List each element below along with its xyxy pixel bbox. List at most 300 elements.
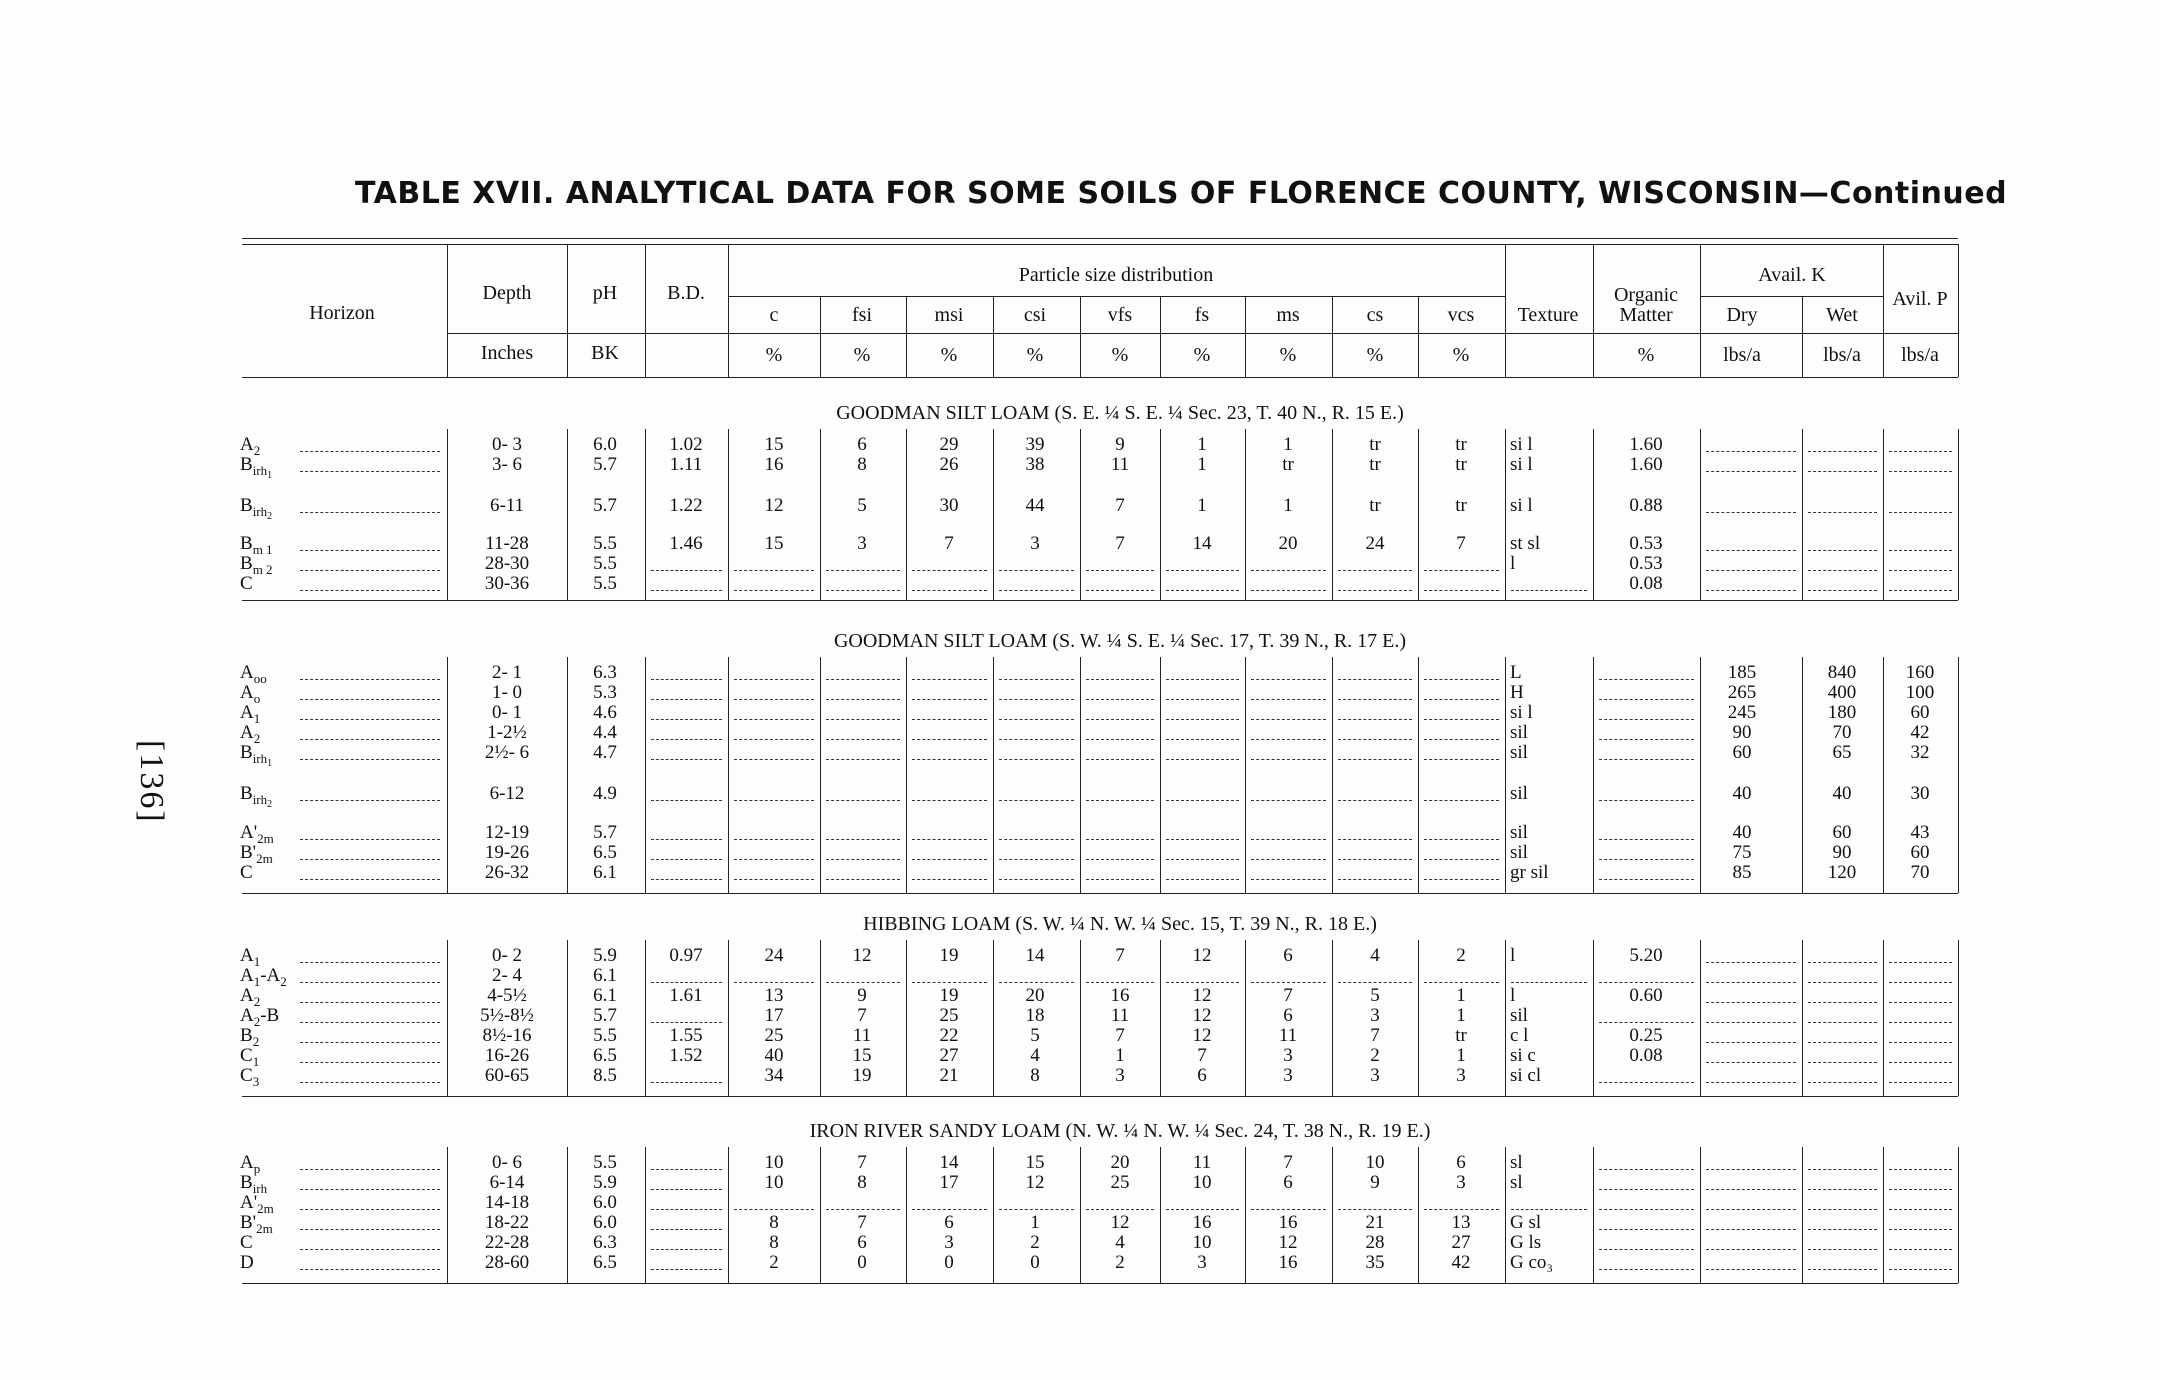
psd-cell: 14: [1025, 945, 1045, 966]
depth-cell: 14-18: [484, 1192, 530, 1213]
ph-cell: 5.9: [593, 945, 617, 966]
om-blank: [1599, 1189, 1694, 1190]
wet-cell: 40: [1832, 783, 1852, 804]
body-col-divider: [728, 940, 729, 1096]
psd-cell: 16: [1278, 1252, 1298, 1273]
psd-blank: [734, 800, 814, 801]
horizon-leader: [300, 1169, 440, 1170]
psd-blank: [999, 739, 1074, 740]
psd-cell: 12: [1192, 985, 1212, 1006]
om-cell: 0.08: [1629, 573, 1663, 594]
horizon-leader: [300, 451, 440, 452]
ph-cell: 5.7: [593, 1005, 617, 1026]
psd-cell: 3: [944, 1232, 954, 1253]
psd-blank: [1166, 699, 1239, 700]
wet-blank: [1808, 1229, 1877, 1230]
texture-cell: sil: [1510, 842, 1528, 863]
body-col-divider: [820, 940, 821, 1096]
p-blank: [1889, 1169, 1952, 1170]
bd-blank: [651, 800, 722, 801]
bd-blank: [651, 1169, 722, 1170]
bd-cell: 1.11: [669, 454, 703, 475]
header-psd-unit: %: [765, 344, 783, 366]
wet-blank: [1808, 1249, 1877, 1250]
depth-cell: 2- 4: [491, 965, 523, 986]
header-psd-unit: %: [1111, 344, 1129, 366]
texture-cell: si l: [1510, 454, 1533, 475]
psd-blank: [1424, 800, 1499, 801]
body-col-divider: [447, 429, 448, 600]
bd-blank: [651, 679, 722, 680]
dry-blank: [1706, 471, 1796, 472]
depth-cell: 2½- 6: [484, 742, 530, 763]
psd-cell: 4: [1115, 1232, 1125, 1253]
psd-cell: 17: [939, 1172, 959, 1193]
psd-cell: 24: [1365, 533, 1385, 554]
psd-blank: [1086, 570, 1154, 571]
depth-cell: 60-65: [484, 1065, 530, 1086]
psd-blank: [826, 739, 900, 740]
psd-cell: 3: [1197, 1252, 1207, 1273]
horizon-leader: [300, 471, 440, 472]
dry-blank: [1706, 1169, 1796, 1170]
bd-blank: [651, 1229, 722, 1230]
header-psd-col: vcs: [1447, 304, 1475, 326]
ph-cell: 5.7: [593, 454, 617, 475]
psd-blank: [1251, 590, 1326, 591]
om-blank: [1599, 1209, 1694, 1210]
body-col-divider: [1505, 429, 1506, 600]
wet-blank: [1808, 471, 1877, 472]
horizon-label: $A_2$: [240, 722, 261, 746]
psd-blank: [912, 679, 987, 680]
horizon-label: C: [240, 573, 253, 594]
bd-blank: [651, 839, 722, 840]
header-psd-col: fs: [1194, 304, 1210, 326]
p-cell: 60: [1910, 702, 1930, 723]
header-dry-unit: lbs/a: [1723, 344, 1761, 366]
body-col-divider: [1418, 429, 1419, 600]
psd-blank: [1338, 739, 1412, 740]
psd-cell: 39: [1025, 434, 1045, 455]
psd-blank: [1086, 839, 1154, 840]
psd-blank: [1251, 982, 1326, 983]
wet-blank: [1808, 550, 1877, 551]
header-psd-unit: %: [1026, 344, 1044, 366]
psd-cell: 3: [1456, 1172, 1466, 1193]
psd-cell: 1: [1197, 434, 1207, 455]
psd-cell: 1: [1197, 495, 1207, 516]
psd-blank: [734, 879, 814, 880]
psd-cell: 24: [764, 945, 784, 966]
psd-cell: 16: [1278, 1212, 1298, 1233]
texture-cell: H: [1510, 682, 1524, 703]
psd-cell: 13: [764, 985, 784, 1006]
horizon-label: $A_2$: [240, 434, 261, 458]
header-col-divider: [1700, 244, 1701, 377]
body-col-divider: [1160, 1147, 1161, 1283]
psd-blank: [826, 859, 900, 860]
psd-blank: [912, 719, 987, 720]
om-blank: [1599, 800, 1694, 801]
psd-cell: 3: [1456, 1065, 1466, 1086]
psd-cell: 2: [1456, 945, 1466, 966]
texture-cell: l: [1510, 945, 1516, 966]
texture-cell: l: [1510, 985, 1516, 1006]
header-p-unit: lbs/a: [1901, 344, 1939, 366]
bd-cell: 1.22: [669, 495, 703, 516]
section-title: GOODMAN SILT LOAM (S. E. ¼ S. E. ¼ Sec. 23, T. 40 N., R. 15 E.): [836, 402, 1404, 424]
texture-cell: G sl: [1510, 1212, 1542, 1233]
psd-cell: 7: [1115, 495, 1125, 516]
depth-cell: 0- 3: [491, 434, 523, 455]
bd-blank: [651, 879, 722, 880]
om-cell: 0.88: [1629, 495, 1663, 516]
header-dry: Dry: [1726, 304, 1758, 326]
dry-blank: [1706, 512, 1796, 513]
psd-blank: [1086, 590, 1154, 591]
body-col-divider: [820, 657, 821, 893]
om-blank: [1599, 1229, 1694, 1230]
psd-cell: 11: [1192, 1152, 1212, 1173]
depth-cell: 19-26: [484, 842, 530, 863]
header-col-divider: [1505, 244, 1506, 377]
ph-cell: 5.5: [593, 533, 617, 554]
depth-cell: 18-22: [484, 1212, 530, 1233]
p-blank: [1889, 1229, 1952, 1230]
bd-blank: [651, 859, 722, 860]
wet-blank: [1808, 1042, 1877, 1043]
body-col-divider: [1505, 657, 1506, 893]
header-ph: pH: [592, 282, 618, 304]
ph-cell: 5.9: [593, 1172, 617, 1193]
p-blank: [1889, 512, 1952, 513]
psd-blank: [1251, 800, 1326, 801]
p-blank: [1889, 550, 1952, 551]
bd-blank: [651, 1249, 722, 1250]
dry-cell: 85: [1732, 862, 1752, 883]
wet-cell: 840: [1827, 662, 1857, 683]
dry-blank: [1706, 1022, 1796, 1023]
psd-cell: tr: [1282, 454, 1294, 475]
header-psd-col: ms: [1276, 304, 1300, 326]
table-title: TABLE XVII. ANALYTICAL DATA FOR SOME SOILS OF FLORENCE COUNTY, WISCONSIN—Continued: [355, 176, 2008, 211]
om-blank: [1599, 759, 1694, 760]
om-cell: 5.20: [1629, 945, 1663, 966]
psd-cell: 12: [764, 495, 784, 516]
ph-cell: 6.1: [593, 965, 617, 986]
dry-cell: 90: [1732, 722, 1752, 743]
body-col-divider: [1080, 940, 1081, 1096]
psd-cell: 35: [1365, 1252, 1385, 1273]
body-col-divider: [645, 1147, 646, 1283]
psd-blank: [1338, 800, 1412, 801]
header-psd-unit: %: [940, 344, 958, 366]
psd-cell: 11: [1110, 454, 1130, 475]
psd-cell: tr: [1455, 495, 1467, 516]
body-col-divider: [1593, 657, 1594, 893]
psd-cell: 7: [1115, 945, 1125, 966]
depth-cell: 6-11: [489, 495, 525, 516]
dry-blank: [1706, 1189, 1796, 1190]
texture-cell: l: [1510, 553, 1516, 574]
psd-cell: 40: [764, 1045, 784, 1066]
header-psd-unit: %: [1279, 344, 1297, 366]
horizon-leader: [300, 590, 440, 591]
header-om-unit: %: [1637, 344, 1655, 366]
psd-cell: 6: [857, 1232, 867, 1253]
psd-cell: 16: [764, 454, 784, 475]
body-col-divider: [1802, 940, 1803, 1096]
p-blank: [1889, 1022, 1952, 1023]
section-bottom-rule: [242, 1283, 1958, 1284]
body-col-divider: [1958, 429, 1959, 600]
psd-blank: [999, 679, 1074, 680]
wet-blank: [1808, 1022, 1877, 1023]
psd-cell: 27: [1451, 1232, 1471, 1253]
horizon-label: $A_1-A_2$: [240, 965, 287, 989]
psd-cell: 12: [1110, 1212, 1130, 1233]
header-col-divider: [1332, 296, 1333, 377]
body-col-divider: [567, 940, 568, 1096]
wet-blank: [1808, 451, 1877, 452]
psd-cell: 34: [764, 1065, 784, 1086]
psd-cell: 15: [1025, 1152, 1045, 1173]
psd-cell: 10: [1365, 1152, 1385, 1173]
psd-blank: [1086, 859, 1154, 860]
psd-cell: 5: [857, 495, 867, 516]
horizon-label: $B_{irh2}$: [240, 783, 273, 810]
section-title: HIBBING LOAM (S. W. ¼ N. W. ¼ Sec. 15, T. 39 N., R. 18 E.): [863, 913, 1377, 935]
dry-blank: [1706, 1269, 1796, 1270]
texture-cell: c l: [1510, 1025, 1529, 1046]
psd-blank: [826, 759, 900, 760]
header-rule-top: [242, 238, 1958, 239]
ph-cell: 4.7: [593, 742, 617, 763]
psd-blank: [1166, 859, 1239, 860]
body-col-divider: [906, 940, 907, 1096]
header-col-divider: [728, 244, 729, 377]
body-col-divider: [993, 657, 994, 893]
ph-cell: 6.5: [593, 1045, 617, 1066]
psd-cell: 17: [764, 1005, 784, 1026]
psd-blank: [912, 739, 987, 740]
wet-blank: [1808, 590, 1877, 591]
psd-blank: [734, 759, 814, 760]
p-blank: [1889, 471, 1952, 472]
dry-blank: [1706, 982, 1796, 983]
horizon-leader: [300, 1249, 440, 1250]
body-col-divider: [1958, 940, 1959, 1096]
wet-cell: 60: [1832, 822, 1852, 843]
header-col-divider: [993, 296, 994, 377]
dry-blank: [1706, 550, 1796, 551]
psd-cell: 3: [1283, 1045, 1293, 1066]
psd-blank: [826, 590, 900, 591]
header-col-divider: [1802, 296, 1803, 377]
horizon-leader: [300, 699, 440, 700]
dry-blank: [1706, 1209, 1796, 1210]
header-psd-col: fsi: [852, 304, 872, 326]
psd-blank: [1166, 679, 1239, 680]
psd-cell: 8: [857, 454, 867, 475]
psd-cell: 20: [1110, 1152, 1130, 1173]
body-col-divider: [645, 429, 646, 600]
psd-cell: tr: [1455, 1025, 1467, 1046]
texture-cell: si l: [1510, 702, 1533, 723]
header-col-divider: [567, 244, 568, 377]
psd-cell: 1: [1283, 434, 1293, 455]
psd-cell: 20: [1025, 985, 1045, 1006]
page-number: [136]: [133, 740, 170, 824]
om-cell: 0.60: [1629, 985, 1663, 1006]
ph-cell: 6.1: [593, 862, 617, 883]
psd-cell: 7: [1370, 1025, 1380, 1046]
psd-cell: 28: [1365, 1232, 1385, 1253]
psd-cell: 10: [764, 1152, 784, 1173]
wet-blank: [1808, 982, 1877, 983]
bd-cell: 1.46: [669, 533, 703, 554]
horizon-leader: [300, 982, 440, 983]
unit-rule: [447, 333, 1958, 334]
horizon-leader: [300, 1002, 440, 1003]
horizon-leader: [300, 512, 440, 513]
p-cell: 32: [1910, 742, 1930, 763]
body-col-divider: [645, 940, 646, 1096]
header-psd-col: msi: [934, 304, 964, 326]
horizon-leader: [300, 1269, 440, 1270]
psd-cell: 7: [1115, 1025, 1125, 1046]
section-bottom-rule: [242, 1096, 1958, 1097]
texture-cell: G ls: [1510, 1232, 1542, 1253]
psd-cell: 16: [1110, 985, 1130, 1006]
ph-cell: 5.5: [593, 573, 617, 594]
header-col-divider: [906, 296, 907, 377]
horizon-label: D: [240, 1252, 254, 1273]
dry-blank: [1706, 1249, 1796, 1250]
depth-cell: 28-60: [484, 1252, 530, 1273]
dry-cell: 75: [1732, 842, 1752, 863]
psd-cell: 0: [1030, 1252, 1040, 1273]
body-col-divider: [1245, 429, 1246, 600]
wet-cell: 180: [1827, 702, 1857, 723]
body-col-divider: [906, 429, 907, 600]
header-psd-col: c: [769, 304, 779, 326]
psd-cell: tr: [1369, 434, 1381, 455]
bd-blank: [651, 739, 722, 740]
depth-cell: 28-30: [484, 553, 530, 574]
ph-cell: 6.3: [593, 662, 617, 683]
ph-cell: 6.1: [593, 985, 617, 1006]
psd-cell: 21: [939, 1065, 959, 1086]
header-col-divider: [820, 296, 821, 377]
om-blank: [1599, 679, 1694, 680]
wet-blank: [1808, 1002, 1877, 1003]
body-col-divider: [728, 657, 729, 893]
psd-cell: 8: [769, 1232, 779, 1253]
bd-cell: 1.52: [669, 1045, 703, 1066]
horizon-leader: [300, 1209, 440, 1210]
wet-blank: [1808, 1209, 1877, 1210]
texture-cell: sl: [1510, 1152, 1523, 1173]
psd-cell: 2: [1370, 1045, 1380, 1066]
body-col-divider: [993, 429, 994, 600]
psd-blank: [912, 982, 987, 983]
psd-blank: [999, 859, 1074, 860]
p-cell: 70: [1910, 862, 1930, 883]
bd-cell: 1.02: [669, 434, 703, 455]
depth-cell: 1-2½: [487, 722, 527, 743]
depth-cell: 2- 1: [491, 662, 523, 683]
psd-blank: [1251, 859, 1326, 860]
psd-blank: [734, 590, 814, 591]
texture-cell: sil: [1510, 783, 1528, 804]
body-col-divider: [1883, 1147, 1884, 1283]
ph-cell: 8.5: [593, 1065, 617, 1086]
body-col-divider: [447, 1147, 448, 1283]
om-blank: [1599, 719, 1694, 720]
wet-blank: [1808, 1082, 1877, 1083]
depth-cell: 3- 6: [491, 454, 523, 475]
texture-cell: st sl: [1510, 533, 1541, 554]
texture-blank: [1511, 590, 1587, 591]
header-psd-col: cs: [1366, 304, 1384, 326]
bd-blank: [651, 1269, 722, 1270]
horizon-leader: [300, 800, 440, 801]
header-col-divider: [1418, 296, 1419, 377]
psd-blank: [1338, 719, 1412, 720]
header-col-divider: [1080, 296, 1081, 377]
horizon-leader: [300, 570, 440, 571]
psd-cell: 21: [1365, 1212, 1385, 1233]
wet-cell: 90: [1832, 842, 1852, 863]
psd-blank: [1424, 859, 1499, 860]
wet-cell: 120: [1827, 862, 1857, 883]
header-rule-bottom: [242, 377, 1958, 378]
psd-blank: [826, 699, 900, 700]
psd-cell: 3: [857, 533, 867, 554]
psd-cell: 12: [1192, 1025, 1212, 1046]
psd-cell: 12: [852, 945, 872, 966]
om-blank: [1599, 699, 1694, 700]
texture-cell: si cl: [1510, 1065, 1542, 1086]
header-col-divider: [645, 244, 646, 377]
psd-cell: 20: [1278, 533, 1298, 554]
psd-cell: 12: [1192, 1005, 1212, 1026]
psd-blank: [999, 800, 1074, 801]
depth-cell: 8½-16: [482, 1025, 532, 1046]
psd-blank: [1086, 1209, 1154, 1210]
psd-blank: [1086, 800, 1154, 801]
psd-blank: [1424, 719, 1499, 720]
horizon-leader: [300, 1062, 440, 1063]
psd-blank: [1338, 759, 1412, 760]
ph-cell: 6.3: [593, 1232, 617, 1253]
psd-cell: 7: [1115, 533, 1125, 554]
psd-cell: 19: [939, 985, 959, 1006]
om-blank: [1599, 1269, 1694, 1270]
ph-cell: 5.7: [593, 822, 617, 843]
psd-cell: 7: [1197, 1045, 1207, 1066]
wet-cell: 65: [1832, 742, 1852, 763]
body-col-divider: [993, 940, 994, 1096]
psd-blank: [734, 719, 814, 720]
psd-cell: 13: [1451, 1212, 1471, 1233]
psd-cell: 5: [1030, 1025, 1040, 1046]
psd-blank: [1086, 982, 1154, 983]
psd-blank: [1338, 699, 1412, 700]
header-col-divider: [1883, 244, 1884, 377]
